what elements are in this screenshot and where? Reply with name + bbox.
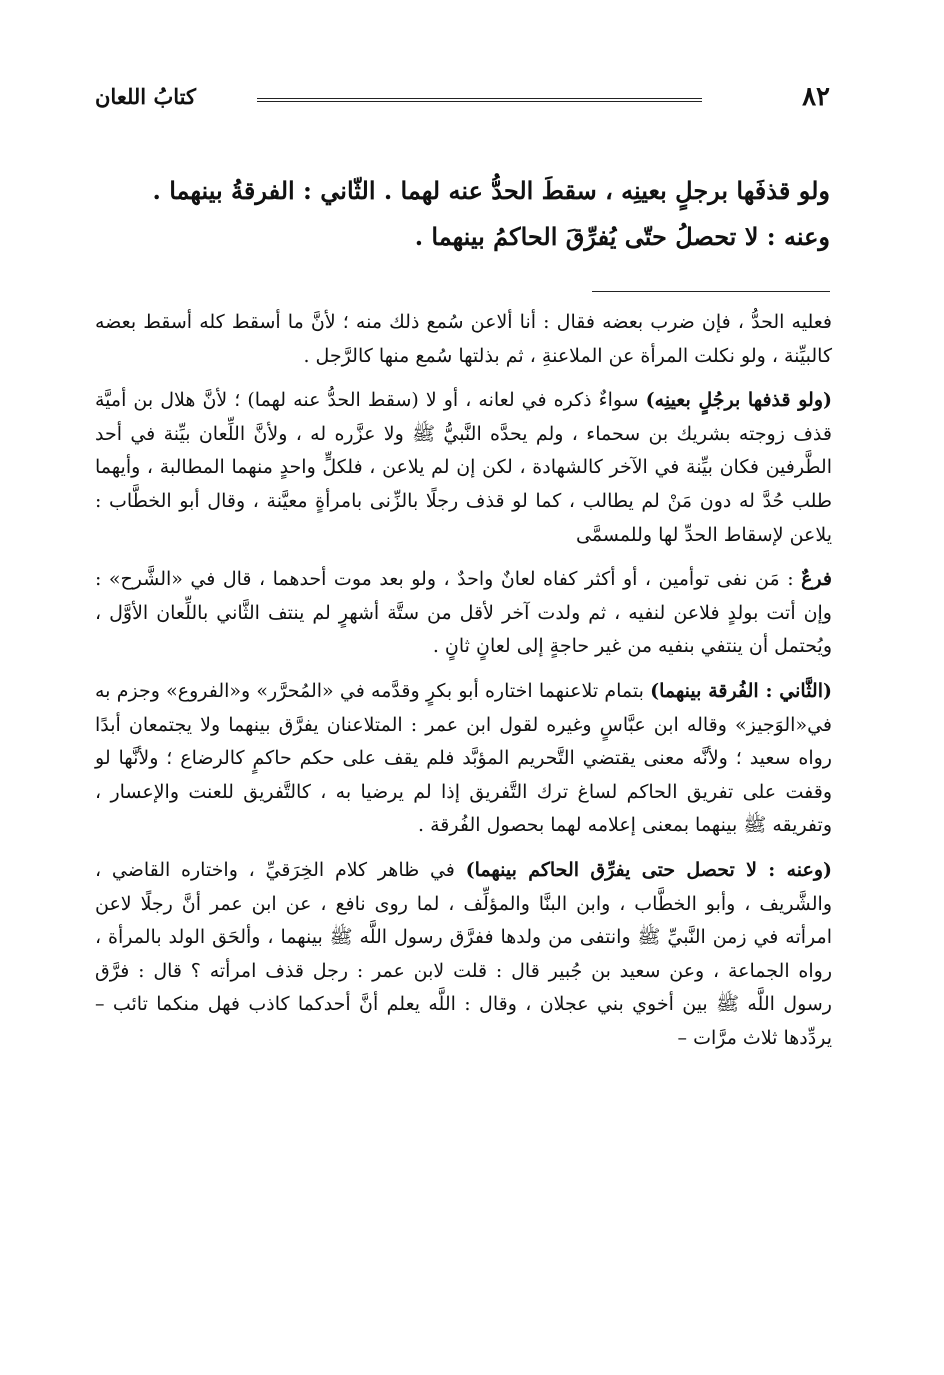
- page-header: [95, 80, 830, 120]
- commentary-text: سواءٌ ذكره في لعانه ، أو لا (سقط الحدُّ عنه لهما) ؛ لأنَّ هلال بن أميَّة قذف زوجته بشريك بن سحماء ، ولم يحدَّه النَّبيُّ ﷺ ولا عزَّره له ، ولأنَّ اللِّعان بيِّنة في أحد الطَّرفين فكان بيِّنة في الآخر كالشهادة ، لكن إن لم يلاعن ، فلكلٍّ واحدٍ منهما المطالبة ، وأيهما طلب حُدَّ له دون مَنْ لم يطالب ، كما لو قذف رجلًا بالزِّنى بامرأةٍ معيَّنة ، وقال أبو الخطَّاب : يلاعن لإسقاط الحدِّ لها وللمسمَّى: [95, 389, 832, 546]
- commentary: [95, 306, 832, 1066]
- commentary-lemma: (وعنه : لا تحصل حتى يفرِّق الحاكم بينهما): [465, 858, 832, 881]
- footnote-separator: [592, 291, 830, 292]
- commentary-text: بتمام تلاعنهما اختاره أبو بكرٍ وقدَّمه في «المُحرَّر» و«الفروع» وجزم به في«الوَجيز» وقاله ابن عبَّاسٍ وغيره لقول ابن عمر : المتلاعنان يفرَّق بينهما ولا يجتمعان أبدًا رواه سعيد ؛ ولأنَّه معنى يقتضي التَّحريم المؤبَّد فلم يقف على حكم حاكمٍ كالرضاع ؛ ولأنَّها لو وقفت على تفريق الحاكم لساغ ترك التَّفريق إذا لم يرضيا به ، كالتَّفريق للعنت والإعسار ، وتفريقه ﷺ بينهما بمعنى إعلامه لهما بحصول الفُرقة .: [95, 679, 832, 837]
- commentary-paragraph: [95, 306, 832, 373]
- commentary-text: فعليه الحدُّ ، فإن ضرب بعضه فقال : أنا ألاعن سُمع ذلك منه ؛ لأنَّ ما أسقط كله أسقط بعضه كالبيِّنة ، ولو نكلت المرأة عن الملاعنةِ ، ثم بذلتها سُمع منها كالرَّجل .: [95, 311, 832, 367]
- main-text: [95, 168, 830, 260]
- commentary-lemma: (الثَّاني : الفُرقة بينهما): [650, 679, 832, 702]
- commentary-paragraph: [95, 563, 832, 664]
- commentary-lemma: (ولو قذفها برجُلٍ بعينِه): [645, 389, 832, 412]
- main-text-line: وعنه : لا تحصلُ حتّى يُفرِّقَ الحاكمُ بينهما .: [414, 222, 830, 251]
- commentary-text: : مَن نفى توأمين ، أو أكثر كفاه لعانٌ واحدٌ ، ولو بعد موت أحدهما ، قال في «الشَّرح» : وإن أتت بولدٍ فلاعن لنفيه ، ثم ولدت آخر لأقل من ستَّة أشهرٍ لم ينتف الثَّاني باللِّعان الأوَّل ، ويُحتمل أن ينتفي بنفيه من غير حاجةٍ إلى لعانٍ ثانٍ .: [95, 568, 832, 658]
- commentary-paragraph: [95, 675, 832, 843]
- commentary-paragraph: [95, 854, 832, 1056]
- main-text-line: ولو قذفَها برجلٍ بعينِه ، سقطَ الحدُّ عنه لهما . الثّاني : الفرقةُ بينهما .: [152, 176, 830, 205]
- header-rule: [257, 98, 702, 102]
- commentary-text: في ظاهر كلام الخِرَقيِّ ، واختاره القاضي ، والشَّريف ، وأبو الخطَّاب ، وابن البنَّا والمؤلِّف ، لما روى نافع ، عن ابن عمر أنَّ رجلًا لاعن امرأته في زمن النَّبيِّ ﷺ وانتفى من ولدها ففرَّق رسول اللَّه ﷺ بينهما ، وألحَق الولد بالمرأة ، رواه الجماعة ، وعن سعيد بن جُبير قال : قلت لابن عمر : رجل قذف امرأته ؟ قال : فرَّق رسول اللَّه ﷺ بين أخوي بني عجلان ، وقال : اللَّه يعلم أنَّ أحدكما كاذب فهل منكما تائب – يردِّدها ثلاث مرَّات –: [95, 858, 832, 1049]
- commentary-paragraph: [95, 384, 832, 552]
- commentary-lemma: فرعٌ: [801, 568, 832, 591]
- book-title: كتابُ اللعان: [95, 84, 196, 109]
- page-number: ٨٢: [802, 82, 830, 112]
